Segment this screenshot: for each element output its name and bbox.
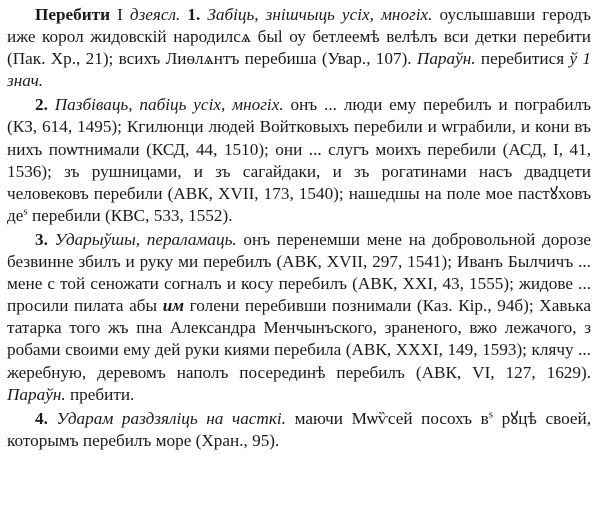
headword: Перебити (35, 5, 111, 24)
cross-reference-label: Параўн. (7, 384, 66, 404)
sense-3 (7, 229, 591, 406)
dictionary-entry (7, 4, 591, 454)
sense-4 (7, 408, 591, 452)
sense-number: 1. (187, 5, 201, 24)
cross-reference-word: перебитися (475, 49, 570, 69)
sense-number: 3. (35, 229, 48, 249)
superscript-letter: s (23, 205, 28, 218)
sense-citations: онъ ... люди ему перебилъ и пограбилъ (КЗ, 614, 1495); Кгилюнци людей Войтковыхъ перебили и ѡграбили, и кони въ нихъ поѡтнимали (КСД, 44, 1510); они ... слугъ моихъ перебили (АСД, I, 41, 1536); зъ рушницами, и зъ сагайдаки, и зъ рогатинами насъ двадцети человековъ перебили (АВК, XVII, 173, 1540); нашедшы на поле мое пастꙋховъ де (7, 95, 592, 225)
sense-citations: маючи Мѡѷсей посохъ в (285, 408, 489, 428)
sense-definition: Ударыўшы, пераламаць. (54, 229, 237, 249)
homonym-number: I (117, 5, 123, 24)
sense-2 (7, 94, 591, 227)
cross-reference-target: ў 1 знач. (7, 49, 591, 91)
part-of-speech: дзеясл. (129, 5, 181, 24)
cross-reference-label: Параўн. (416, 49, 476, 69)
sense-definition: Ударам раздзяліць на часткі. (56, 408, 286, 428)
sense-citations-cont: голени перебивши познимали (Каз. Кір., 94б); Хавька татарка того жъ пна Алексaндра Менчынъского, зраненого, вжо лежачого, з робами своими ему дей руки киями перебила (АВК, XXXI, 149, 1593); клячу ... жеребную, деревомъ наполъ посерединѣ перебилъ (АВК, VI, 127, 1629). (7, 296, 591, 382)
sense-citations-end: рꙋцѣ своей, которымъ перебилъ море (Хран., 95). (7, 408, 592, 450)
sense-number: 4. (35, 408, 48, 428)
sense-definition: Пазбіваць, пабіць усіх, многіх. (54, 95, 284, 115)
superscript-letter: s (488, 407, 494, 420)
emphasized-word: им (162, 296, 185, 316)
sense-1 (7, 4, 591, 92)
sense-citations: оуслышавши геродъ иже корол жидовскій народилсѧ быl оу бетлеемѣ велѣлъ вси детки перебити (Пак. Хр., 21); всихъ Лиѳлѧнтъ перебиша (Увар., 107). (7, 5, 592, 69)
sense-citations: онъ перенемши мене на добровольной дорозе безвинне збилъ и руку ми перебилъ (АВК, XVII, 297, 1541); Иванъ Былчичъ ... мене с той сеножати согналъ и косу перебилъ (АВК, XXI, 43, 1555); жидове ... просили пилата абы (7, 229, 592, 316)
sense-number: 2. (35, 95, 48, 115)
sense-definition: Забіць, знішчыць усіх, многіх. (207, 5, 433, 24)
cross-reference-word: пребити. (65, 384, 135, 404)
sense-citations-end: перебили (КВС, 533, 1552). (27, 205, 233, 225)
